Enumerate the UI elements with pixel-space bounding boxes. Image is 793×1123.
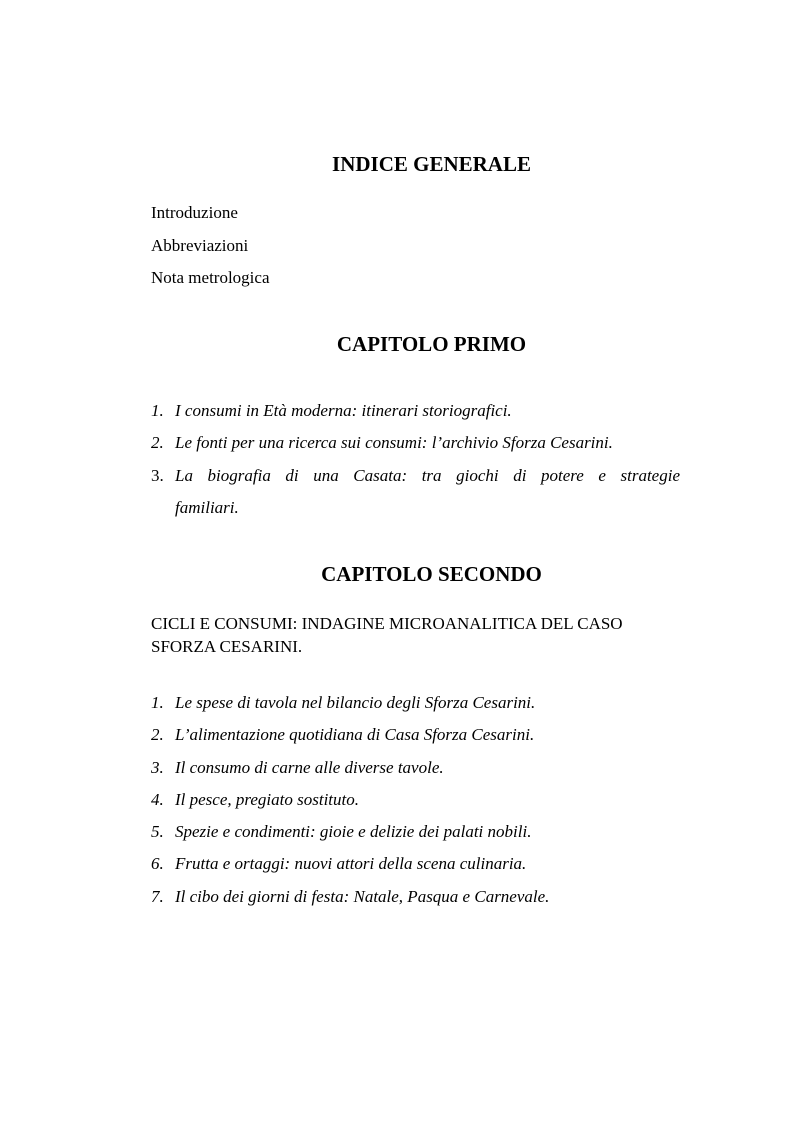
item-text: Le fonti per una ricerca sui consumi: l’archivio Sforza Cesarini. (175, 433, 613, 453)
list-item (151, 427, 680, 459)
front-matter-list (151, 201, 270, 299)
item-number: 6. (151, 854, 164, 874)
subtitle-line: SFORZA CESARINI. (151, 637, 303, 656)
chapter2-list (151, 687, 680, 913)
index-title: INDICE GENERALE (332, 152, 531, 176)
item-text: Frutta e ortaggi: nuovi attori della scena culinaria. (175, 854, 527, 874)
item-number: 2. (151, 433, 164, 453)
list-item (151, 460, 680, 492)
item-number: 1. (151, 693, 164, 712)
list-item-continuation (151, 492, 680, 524)
list-item (151, 784, 680, 816)
item-text: La biografia di una Casata: tra giochi di potere e strategie (175, 465, 680, 485)
list-item (151, 395, 680, 427)
item-number: 3. (151, 465, 164, 485)
item-text: familiari. (175, 497, 239, 517)
front-matter-item: Abbreviazioni (151, 235, 249, 255)
list-item (151, 816, 680, 848)
list-item (151, 752, 680, 784)
chapter1-title: CAPITOLO PRIMO (336, 332, 527, 356)
item-text: L’alimentazione quotidiana di Casa Sforza Cesarini. (175, 725, 535, 745)
chapter2-subtitle (151, 612, 691, 658)
front-matter-item: Nota metrologica (151, 268, 270, 287)
list-item (151, 687, 680, 719)
item-number: 4. (151, 789, 164, 809)
item-text: Il consumo di carne alle diverse tavole. (175, 757, 444, 777)
list-item (151, 881, 680, 913)
subtitle-line: CICLI E CONSUMI: INDAGINE MICROANALITICA DEL CASO (151, 614, 623, 633)
item-text: Il pesce, pregiato sostituto. (175, 789, 359, 809)
item-number: 5. (151, 822, 164, 842)
item-number: 1. (151, 401, 164, 420)
item-number: 7. (151, 886, 164, 906)
chapter1-list (151, 395, 680, 524)
list-item (151, 719, 680, 751)
item-text: I consumi in Età moderna: itinerari storiografici. (175, 401, 512, 420)
item-text: Il cibo dei giorni di festa: Natale, Pasqua e Carnevale. (175, 886, 550, 906)
item-number: 2. (151, 725, 164, 745)
list-item (151, 848, 680, 880)
chapter2-title: CAPITOLO SECONDO (321, 562, 542, 586)
item-text: Le spese di tavola nel bilancio degli Sforza Cesarini. (175, 693, 536, 712)
item-text: Spezie e condimenti: gioie e delizie dei palati nobili. (175, 822, 532, 842)
item-number: 3. (151, 757, 164, 777)
front-matter-item: Introduzione (151, 203, 238, 222)
